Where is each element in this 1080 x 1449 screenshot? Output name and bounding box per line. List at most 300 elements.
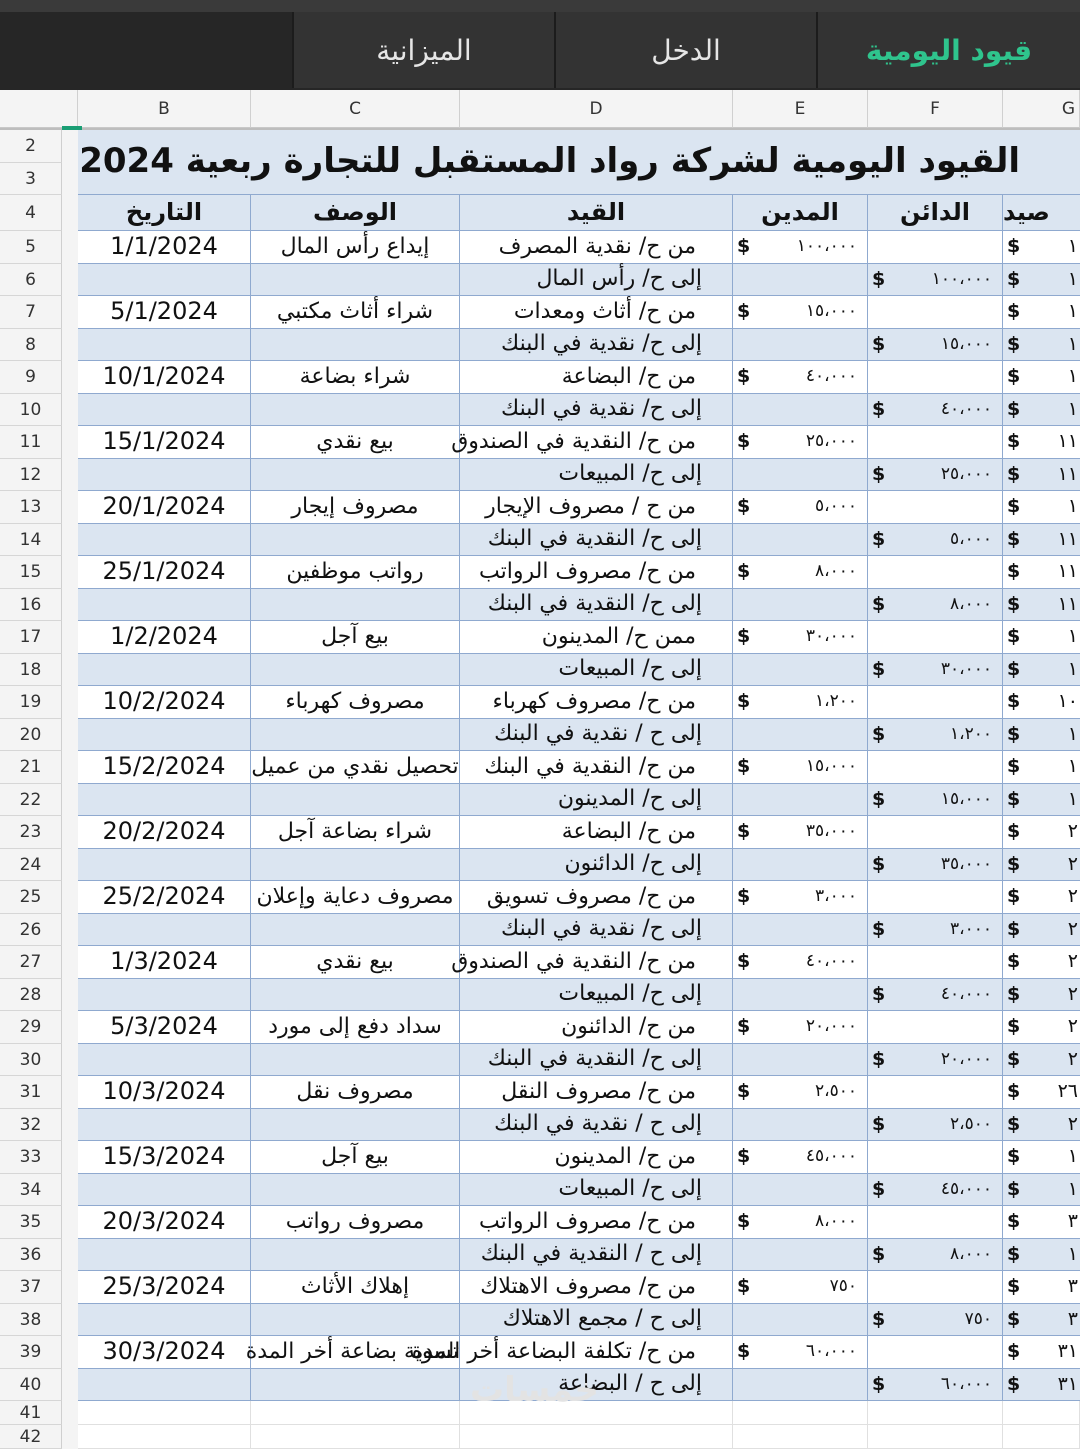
- currency-symbol: $: [872, 1243, 886, 1265]
- empty-cell[interactable]: [733, 1401, 868, 1425]
- cell-debit[interactable]: [733, 784, 868, 816]
- row-header-10[interactable]: 10: [0, 394, 62, 426]
- cell-date[interactable]: [78, 459, 251, 491]
- cell-balance[interactable]: [1003, 621, 1080, 654]
- cell-description[interactable]: [251, 1044, 460, 1076]
- cell-balance[interactable]: [1003, 491, 1080, 524]
- cell-entry[interactable]: من ح/ البضاعة: [460, 361, 733, 394]
- cell-balance[interactable]: [1003, 589, 1080, 621]
- cell-credit[interactable]: [868, 1206, 1003, 1239]
- cell-debit[interactable]: [733, 979, 868, 1011]
- header-date[interactable]: التاريخ: [78, 195, 251, 231]
- cell-entry[interactable]: من ح/ النقدية في البنك: [460, 751, 733, 784]
- row-header-12[interactable]: 12: [0, 459, 62, 491]
- row-header-9[interactable]: 9: [0, 361, 62, 394]
- cell-date[interactable]: 15/3/2024: [78, 1141, 251, 1174]
- cell-date[interactable]: [78, 1044, 251, 1076]
- empty-cell[interactable]: [78, 1401, 251, 1425]
- cell-credit[interactable]: [868, 654, 1003, 686]
- cell-date[interactable]: 25/1/2024: [78, 556, 251, 589]
- cell-entry[interactable]: إلى ح/ النقدية في البنك: [460, 589, 733, 621]
- cell-debit[interactable]: [733, 1271, 868, 1304]
- empty-cell[interactable]: [460, 1425, 733, 1449]
- cell-entry[interactable]: من ح / مصروف الإيجار: [460, 491, 733, 524]
- cell-balance[interactable]: [1003, 784, 1080, 816]
- empty-cell[interactable]: [868, 1401, 1003, 1425]
- cell-date[interactable]: [78, 849, 251, 881]
- cell-debit[interactable]: [733, 1141, 868, 1174]
- row-header-38[interactable]: 38: [0, 1304, 62, 1336]
- cell-balance[interactable]: [1003, 751, 1080, 784]
- cell-balance[interactable]: [1003, 654, 1080, 686]
- cell-balance[interactable]: [1003, 849, 1080, 881]
- cell-description[interactable]: [251, 1174, 460, 1206]
- cell-description[interactable]: [251, 329, 460, 361]
- cell-date[interactable]: 1/3/2024: [78, 946, 251, 979]
- empty-cell[interactable]: [251, 1401, 460, 1425]
- tab-income[interactable]: الدخل: [554, 12, 816, 88]
- balance-amount: ٢: [1067, 1048, 1078, 1070]
- sheet-title[interactable]: القيود اليومية لشركة رواد المستقبل للتجارة ربعية 2024: [78, 130, 1080, 195]
- cell-date[interactable]: [78, 1369, 251, 1401]
- cell-date[interactable]: [78, 784, 251, 816]
- cell-balance[interactable]: [1003, 394, 1080, 426]
- cell-description[interactable]: [251, 849, 460, 881]
- cell-description[interactable]: شراء بضاعة آجل: [251, 816, 460, 849]
- cell-balance[interactable]: [1003, 296, 1080, 329]
- cell-balance[interactable]: [1003, 1336, 1080, 1369]
- cell-credit[interactable]: [868, 426, 1003, 459]
- cell-entry[interactable]: من ح/ مصروف كهرباء: [460, 686, 733, 719]
- select-all-corner[interactable]: [0, 90, 78, 128]
- cell-debit[interactable]: [733, 1304, 868, 1336]
- cell-credit[interactable]: [868, 1304, 1003, 1336]
- cell-date[interactable]: 5/3/2024: [78, 1011, 251, 1044]
- cell-credit[interactable]: [868, 1271, 1003, 1304]
- cell-balance[interactable]: [1003, 881, 1080, 914]
- cell-debit[interactable]: [733, 849, 868, 881]
- cell-balance[interactable]: [1003, 1174, 1080, 1206]
- currency-symbol: $: [1007, 430, 1021, 452]
- cell-entry[interactable]: إلى ح/ نقدية في البنك: [460, 914, 733, 946]
- row-header-20[interactable]: 20: [0, 719, 62, 751]
- cell-debit[interactable]: [733, 1076, 868, 1109]
- cell-debit[interactable]: [733, 426, 868, 459]
- cell-entry[interactable]: من ح/ مصروف الرواتب: [460, 556, 733, 589]
- cell-credit[interactable]: [868, 1174, 1003, 1206]
- cell-date[interactable]: 10/2/2024: [78, 686, 251, 719]
- row-header-30[interactable]: 30: [0, 1044, 62, 1076]
- cell-debit[interactable]: [733, 946, 868, 979]
- cell-debit[interactable]: [733, 231, 868, 264]
- row-header-17[interactable]: 17: [0, 621, 62, 654]
- cell-description[interactable]: بيع نقدي: [251, 946, 460, 979]
- cell-date[interactable]: 1/2/2024: [78, 621, 251, 654]
- cell-description[interactable]: [251, 459, 460, 491]
- balance-amount: ٢: [1067, 918, 1078, 940]
- row-header-26[interactable]: 26: [0, 914, 62, 946]
- cell-credit[interactable]: [868, 491, 1003, 524]
- cell-entry[interactable]: إلى ح / نقدية في البنك: [460, 719, 733, 751]
- row-header-36[interactable]: 36: [0, 1239, 62, 1271]
- row-header-8[interactable]: 8: [0, 329, 62, 361]
- tab-journal-entries[interactable]: قيود اليومية: [816, 12, 1080, 88]
- cell-credit[interactable]: [868, 1044, 1003, 1076]
- row-header-40[interactable]: 40: [0, 1369, 62, 1401]
- cell-balance[interactable]: [1003, 459, 1080, 491]
- header-description[interactable]: الوصف: [251, 195, 460, 231]
- cell-credit[interactable]: [868, 1109, 1003, 1141]
- cell-date[interactable]: [78, 1174, 251, 1206]
- column-header-c[interactable]: C: [251, 90, 460, 128]
- cell-balance[interactable]: [1003, 329, 1080, 361]
- cell-date[interactable]: [78, 654, 251, 686]
- row-gap: [62, 524, 78, 556]
- cell-date[interactable]: [78, 914, 251, 946]
- column-header-e[interactable]: E: [733, 90, 868, 128]
- header-entry[interactable]: القيد: [460, 195, 733, 231]
- cell-debit[interactable]: [733, 296, 868, 329]
- cell-debit[interactable]: [733, 686, 868, 719]
- cell-description[interactable]: [251, 394, 460, 426]
- cell-debit[interactable]: [733, 1336, 868, 1369]
- cell-credit[interactable]: [868, 621, 1003, 654]
- cell-balance[interactable]: [1003, 231, 1080, 264]
- cell-description[interactable]: مصروف إيجار: [251, 491, 460, 524]
- cell-debit[interactable]: [733, 394, 868, 426]
- cell-balance[interactable]: [1003, 1369, 1080, 1401]
- row-header-32[interactable]: 32: [0, 1109, 62, 1141]
- cell-balance[interactable]: [1003, 1011, 1080, 1044]
- cell-description[interactable]: تحصيل نقدي من عميل: [251, 751, 460, 784]
- cell-debit[interactable]: [733, 459, 868, 491]
- cell-credit[interactable]: [868, 849, 1003, 881]
- row-header-41[interactable]: 41: [0, 1401, 62, 1425]
- column-header-g[interactable]: G: [1003, 90, 1080, 128]
- currency-symbol: $: [1007, 1308, 1021, 1330]
- row-header-31[interactable]: 31: [0, 1076, 62, 1109]
- row-gap: [62, 1336, 78, 1369]
- cell-debit[interactable]: [733, 751, 868, 784]
- cell-credit[interactable]: [868, 979, 1003, 1011]
- cell-credit[interactable]: [868, 264, 1003, 296]
- row-header-6[interactable]: 6: [0, 264, 62, 296]
- cell-description[interactable]: [251, 1304, 460, 1336]
- cell-description[interactable]: بيع نقدي: [251, 426, 460, 459]
- cell-debit[interactable]: [733, 914, 868, 946]
- cell-credit[interactable]: [868, 784, 1003, 816]
- row-header-19[interactable]: 19: [0, 686, 62, 719]
- cell-entry[interactable]: من ح/ مصروف الاهتلاك: [460, 1271, 733, 1304]
- cell-entry[interactable]: إلى ح/ رأس المال: [460, 264, 733, 296]
- cell-description[interactable]: شراء بضاعة: [251, 361, 460, 394]
- cell-entry[interactable]: من ح/ النقدية في الصندوق: [460, 946, 733, 979]
- cell-date[interactable]: 25/3/2024: [78, 1271, 251, 1304]
- credit-amount: ١٥،٠٠٠: [940, 789, 992, 809]
- cell-balance[interactable]: [1003, 1044, 1080, 1076]
- cell-credit[interactable]: [868, 816, 1003, 849]
- cell-debit[interactable]: [733, 1044, 868, 1076]
- cell-description[interactable]: إيداع رأس المال: [251, 231, 460, 264]
- cell-date[interactable]: [78, 719, 251, 751]
- cell-debit[interactable]: [733, 1369, 868, 1401]
- cell-date[interactable]: [78, 394, 251, 426]
- cell-balance[interactable]: [1003, 556, 1080, 589]
- cell-credit[interactable]: [868, 589, 1003, 621]
- cell-date[interactable]: 10/3/2024: [78, 1076, 251, 1109]
- cell-balance[interactable]: [1003, 361, 1080, 394]
- cell-balance[interactable]: [1003, 524, 1080, 556]
- cell-description[interactable]: سداد دفع إلى مورد: [251, 1011, 460, 1044]
- cell-description[interactable]: [251, 1239, 460, 1271]
- row-header-5[interactable]: 5: [0, 231, 62, 264]
- cell-debit[interactable]: [733, 556, 868, 589]
- cell-entry[interactable]: إلى ح/ النقدية في البنك: [460, 524, 733, 556]
- empty-cell[interactable]: [868, 1425, 1003, 1449]
- cell-date[interactable]: 25/2/2024: [78, 881, 251, 914]
- cell-description[interactable]: [251, 524, 460, 556]
- row-header-25[interactable]: 25: [0, 881, 62, 914]
- cell-entry[interactable]: إلى ح/ المبيعات: [460, 1174, 733, 1206]
- cell-date[interactable]: [78, 329, 251, 361]
- cell-debit[interactable]: [733, 1109, 868, 1141]
- cell-date[interactable]: [78, 1109, 251, 1141]
- cell-entry[interactable]: إلى ح / البضاعة: [460, 1369, 733, 1401]
- cell-balance[interactable]: [1003, 426, 1080, 459]
- cell-entry[interactable]: من ح/ المدينون: [460, 1141, 733, 1174]
- cell-entry[interactable]: من ح/ مصروف تسويق: [460, 881, 733, 914]
- cell-date[interactable]: 20/1/2024: [78, 491, 251, 524]
- cell-credit[interactable]: [868, 1239, 1003, 1271]
- cell-date[interactable]: 20/3/2024: [78, 1206, 251, 1239]
- cell-credit[interactable]: [868, 751, 1003, 784]
- cell-date[interactable]: 5/1/2024: [78, 296, 251, 329]
- cell-description[interactable]: [251, 1369, 460, 1401]
- row-gap: [62, 914, 78, 946]
- cell-credit[interactable]: [868, 686, 1003, 719]
- cell-description[interactable]: [251, 654, 460, 686]
- cell-credit[interactable]: [868, 459, 1003, 491]
- cell-entry[interactable]: إلى ح/ المبيعات: [460, 459, 733, 491]
- currency-symbol: $: [1007, 235, 1021, 257]
- cell-entry[interactable]: من ح/ مصروف النقل: [460, 1076, 733, 1109]
- cell-credit[interactable]: [868, 881, 1003, 914]
- row-header-28[interactable]: 28: [0, 979, 62, 1011]
- row-header-22[interactable]: 22: [0, 784, 62, 816]
- row-header-4[interactable]: 4: [0, 195, 62, 231]
- row-header-7[interactable]: 7: [0, 296, 62, 329]
- row-header-42[interactable]: 42: [0, 1425, 62, 1449]
- cell-date[interactable]: 30/3/2024: [78, 1336, 251, 1369]
- cell-entry[interactable]: إلى ح / النقدية في البنك: [460, 1239, 733, 1271]
- cell-credit[interactable]: [868, 1141, 1003, 1174]
- cell-entry[interactable]: من ح/ نقدية المصرف: [460, 231, 733, 264]
- cell-date[interactable]: [78, 979, 251, 1011]
- cell-credit[interactable]: [868, 1076, 1003, 1109]
- cell-description[interactable]: [251, 914, 460, 946]
- row-header-21[interactable]: 21: [0, 751, 62, 784]
- credit-amount: ٢٥،٠٠٠: [940, 464, 992, 484]
- cell-entry[interactable]: إلى ح / مجمع الاهتلاك: [460, 1304, 733, 1336]
- cell-debit[interactable]: [733, 881, 868, 914]
- cell-description[interactable]: [251, 589, 460, 621]
- cell-balance[interactable]: [1003, 1109, 1080, 1141]
- cell-credit[interactable]: [868, 329, 1003, 361]
- cell-entry[interactable]: إلى ح/ النقدية في البنك: [460, 1044, 733, 1076]
- cell-debit[interactable]: [733, 491, 868, 524]
- spreadsheet[interactable]: [0, 90, 1080, 1447]
- cell-credit[interactable]: [868, 394, 1003, 426]
- header-credit[interactable]: الدائن: [868, 195, 1003, 231]
- cell-debit[interactable]: [733, 329, 868, 361]
- row-header-23[interactable]: 23: [0, 816, 62, 849]
- cell-description[interactable]: مصروف نقل: [251, 1076, 460, 1109]
- cell-description[interactable]: بيع آجل: [251, 1141, 460, 1174]
- cell-date[interactable]: 15/1/2024: [78, 426, 251, 459]
- cell-debit[interactable]: [733, 589, 868, 621]
- cell-description[interactable]: [251, 264, 460, 296]
- cell-description[interactable]: مصروف دعاية وإعلان: [251, 881, 460, 914]
- cell-balance[interactable]: [1003, 1239, 1080, 1271]
- cell-debit[interactable]: [733, 264, 868, 296]
- cell-description[interactable]: رواتب موظفين: [251, 556, 460, 589]
- cell-date[interactable]: [78, 589, 251, 621]
- currency-symbol: $: [1007, 1275, 1021, 1297]
- cell-description[interactable]: مصروف رواتب: [251, 1206, 460, 1239]
- cell-balance[interactable]: [1003, 719, 1080, 751]
- row-header-35[interactable]: 35: [0, 1206, 62, 1239]
- cell-debit[interactable]: [733, 719, 868, 751]
- row-header-15[interactable]: 15: [0, 556, 62, 589]
- cell-balance[interactable]: [1003, 264, 1080, 296]
- row-header-24[interactable]: 24: [0, 849, 62, 881]
- row-header-2[interactable]: 2: [0, 130, 62, 163]
- cell-debit[interactable]: [733, 1206, 868, 1239]
- row-header-27[interactable]: 27: [0, 946, 62, 979]
- row-header-3[interactable]: 3: [0, 163, 62, 195]
- cell-date[interactable]: 10/1/2024: [78, 361, 251, 394]
- column-header-f[interactable]: F: [868, 90, 1003, 128]
- cell-credit[interactable]: [868, 231, 1003, 264]
- cell-entry[interactable]: من ح/ النقدية في الصندوق: [460, 426, 733, 459]
- cell-description[interactable]: [251, 979, 460, 1011]
- cell-credit[interactable]: [868, 524, 1003, 556]
- cell-date[interactable]: 1/1/2024: [78, 231, 251, 264]
- header-balance[interactable]: صيد: [1003, 195, 1080, 231]
- cell-credit[interactable]: [868, 719, 1003, 751]
- row-header-37[interactable]: 37: [0, 1271, 62, 1304]
- cell-credit[interactable]: [868, 1336, 1003, 1369]
- column-header-d[interactable]: D: [460, 90, 733, 128]
- empty-cell[interactable]: [1003, 1401, 1080, 1425]
- row-header-29[interactable]: 29: [0, 1011, 62, 1044]
- row-header-13[interactable]: 13: [0, 491, 62, 524]
- cell-debit[interactable]: [733, 1011, 868, 1044]
- cell-balance[interactable]: [1003, 1141, 1080, 1174]
- cell-entry[interactable]: من ح/ مصروف الرواتب: [460, 1206, 733, 1239]
- cell-date[interactable]: [78, 264, 251, 296]
- debit-amount: ٢٥،٠٠٠: [805, 431, 857, 451]
- cell-debit[interactable]: [733, 361, 868, 394]
- cell-balance[interactable]: [1003, 946, 1080, 979]
- row-header-39[interactable]: 39: [0, 1336, 62, 1369]
- cell-entry[interactable]: من ح/ تكلفة البضاعة أخر المدة: [460, 1336, 733, 1369]
- row-header-18[interactable]: 18: [0, 654, 62, 686]
- row-header-33[interactable]: 33: [0, 1141, 62, 1174]
- cell-credit[interactable]: [868, 946, 1003, 979]
- row-header-14[interactable]: 14: [0, 524, 62, 556]
- cell-date[interactable]: [78, 524, 251, 556]
- cell-entry[interactable]: إلى ح/ الدائنون: [460, 849, 733, 881]
- row-header-34[interactable]: 34: [0, 1174, 62, 1206]
- cell-description[interactable]: [251, 1109, 460, 1141]
- cell-description[interactable]: بيع آجل: [251, 621, 460, 654]
- cell-credit[interactable]: [868, 296, 1003, 329]
- row-gap: [62, 946, 78, 979]
- cell-entry[interactable]: ممن ح/ المدينون: [460, 621, 733, 654]
- cell-debit[interactable]: [733, 816, 868, 849]
- cell-balance[interactable]: [1003, 914, 1080, 946]
- cell-description[interactable]: مصروف كهرباء: [251, 686, 460, 719]
- empty-cell[interactable]: [78, 1425, 251, 1449]
- cell-credit[interactable]: [868, 1011, 1003, 1044]
- cell-debit[interactable]: [733, 621, 868, 654]
- empty-cell[interactable]: [251, 1425, 460, 1449]
- cell-entry[interactable]: إلى ح/ نقدية في البنك: [460, 329, 733, 361]
- cell-balance[interactable]: [1003, 816, 1080, 849]
- cell-debit[interactable]: [733, 1174, 868, 1206]
- cell-balance[interactable]: [1003, 1304, 1080, 1336]
- cell-credit[interactable]: [868, 914, 1003, 946]
- cell-entry[interactable]: إلى ح / نقدية في البنك: [460, 1109, 733, 1141]
- cell-date[interactable]: 20/2/2024: [78, 816, 251, 849]
- header-debit[interactable]: المدين: [733, 195, 868, 231]
- cell-entry[interactable]: إلى ح/ نقدية في البنك: [460, 394, 733, 426]
- cell-entry[interactable]: من ح/ الدائنون: [460, 1011, 733, 1044]
- cell-debit[interactable]: [733, 654, 868, 686]
- cell-balance[interactable]: [1003, 1076, 1080, 1109]
- empty-cell[interactable]: [1003, 1425, 1080, 1449]
- column-header-b[interactable]: B: [78, 90, 251, 128]
- cell-debit[interactable]: [733, 1239, 868, 1271]
- cell-description[interactable]: تسوية بضاعة أخر المدة: [251, 1336, 460, 1369]
- cell-balance[interactable]: [1003, 1271, 1080, 1304]
- cell-description[interactable]: [251, 719, 460, 751]
- cell-balance[interactable]: [1003, 1206, 1080, 1239]
- cell-entry[interactable]: من ح/ أثاث ومعدات: [460, 296, 733, 329]
- row-header-16[interactable]: 16: [0, 589, 62, 621]
- cell-credit[interactable]: [868, 1369, 1003, 1401]
- cell-entry[interactable]: من ح/ البضاعة: [460, 816, 733, 849]
- cell-balance[interactable]: [1003, 979, 1080, 1011]
- cell-debit[interactable]: [733, 524, 868, 556]
- cell-description[interactable]: [251, 784, 460, 816]
- cell-description[interactable]: شراء أثاث مكتبي: [251, 296, 460, 329]
- cell-entry[interactable]: إلى ح/ المبيعات: [460, 979, 733, 1011]
- cell-date[interactable]: [78, 1304, 251, 1336]
- cell-date[interactable]: [78, 1239, 251, 1271]
- cell-date[interactable]: 15/2/2024: [78, 751, 251, 784]
- cell-balance[interactable]: [1003, 686, 1080, 719]
- cell-credit[interactable]: [868, 556, 1003, 589]
- cell-entry[interactable]: إلى ح/ المبيعات: [460, 654, 733, 686]
- tab-balance-sheet[interactable]: الميزانية: [292, 12, 554, 88]
- empty-cell[interactable]: [733, 1425, 868, 1449]
- cell-credit[interactable]: [868, 361, 1003, 394]
- cell-description[interactable]: إهلاك الأثاث: [251, 1271, 460, 1304]
- row-header-11[interactable]: 11: [0, 426, 62, 459]
- cell-entry[interactable]: إلى ح/ المدينون: [460, 784, 733, 816]
